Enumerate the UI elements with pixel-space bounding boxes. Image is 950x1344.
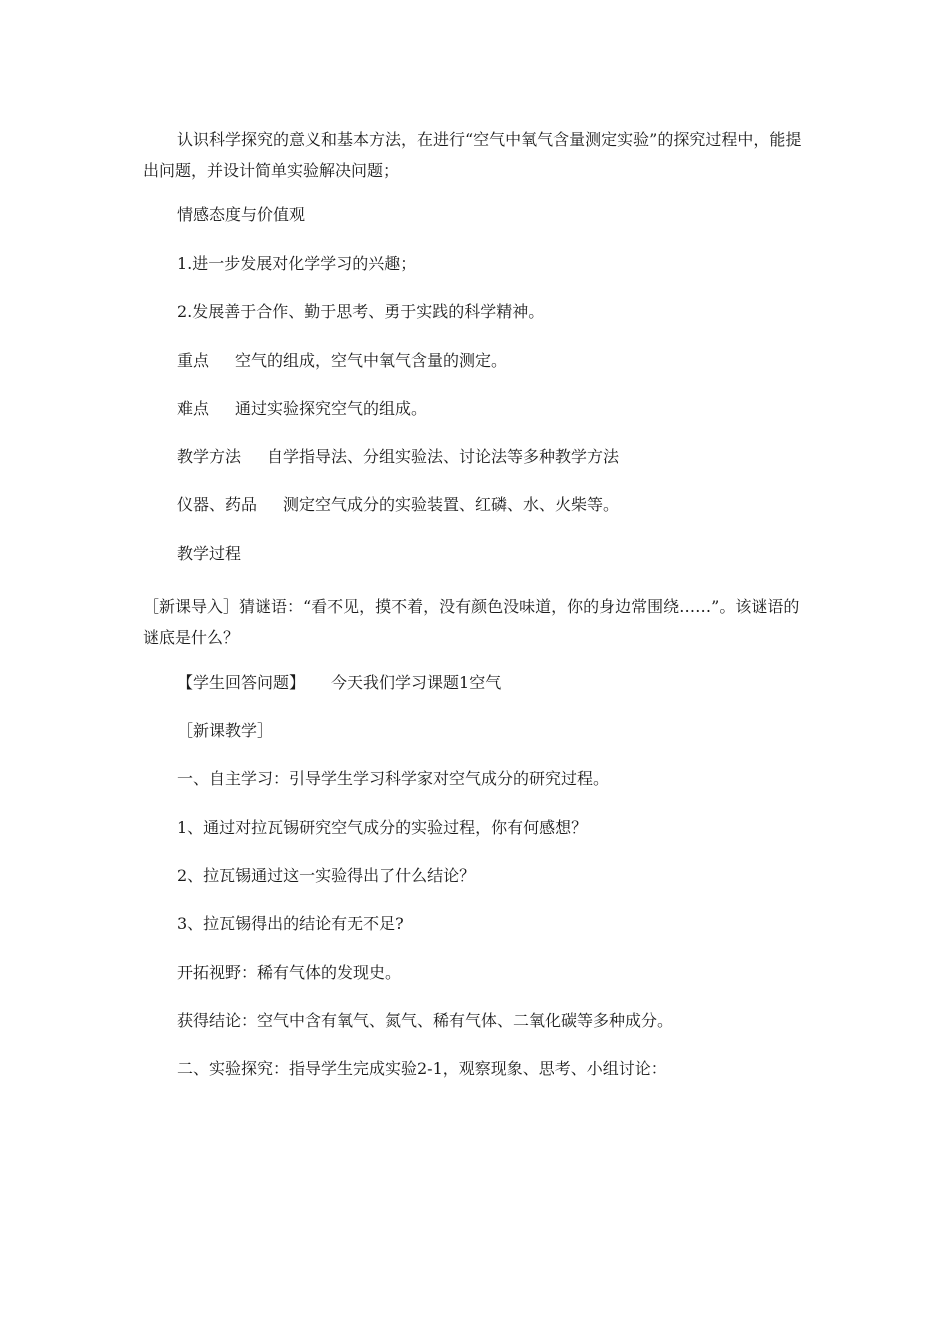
key-point-line [177,350,507,372]
key-point-label: 重点 [177,351,210,370]
method-text: 自学指导法、分组实验法、讨论法等多种教学方法 [267,447,620,466]
question-2: 2、拉瓦锡通过这一实验得出了什么结论？ [177,866,476,885]
difficulty-line [177,398,427,420]
equipment-text: 测定空气成分的实验装置、红磷、水、火柴等。 [283,495,620,514]
paragraph-objective: 认识科学探究的意义和基本方法，在进行“空气中氧气含量测定实验”的探究过程中，能提出问题，并设计简单实验解决问题； [143,130,802,180]
heading-attitude: 情感态度与价值观 [177,205,306,224]
attitude-item-1: 1.进一步发展对化学学习的兴趣； [177,254,417,273]
student-answer-line [177,672,501,694]
student-answer-label: 【学生回答问题】 [177,673,306,692]
question-3: 3、拉瓦锡得出的结论有无不足? [177,914,404,933]
difficulty-text: 通过实验探究空气的组成。 [235,399,428,418]
question-1: 1、通过对拉瓦锡研究空气成分的实验过程，你有何感想？ [177,818,588,837]
key-point-text: 空气的组成，空气中氧气含量的测定。 [235,351,508,370]
heading-process: 教学过程 [177,544,242,563]
method-line [177,446,619,468]
conclusion: 获得结论：空气中含有氧气、氮气、稀有气体、二氧化碳等多种成分。 [177,1011,674,1030]
paragraph-intro: ［新课导入］猜谜语：“看不见，摸不着，没有颜色没味道，你的身边常围绕……”。该谜语的谜底是什么？ [143,597,800,647]
expand-view: 开拓视野：稀有气体的发现史。 [177,963,402,982]
attitude-item-2: 2.发展善于合作、勤于思考、勇于实践的科学精神。 [177,302,545,321]
equipment-label: 仪器、药品 [177,495,258,514]
equipment-line [177,494,619,516]
difficulty-label: 难点 [177,399,210,418]
method-label: 教学方法 [177,447,242,466]
student-answer-text: 今天我们学习课题1空气 [331,673,502,692]
section-1-heading: 一、自主学习：引导学生学习科学家对空气成分的研究过程。 [177,769,610,788]
section-2-heading: 二、实验探究：指导学生完成实验2-1，观察现象、思考、小组讨论： [177,1059,667,1078]
new-lesson-label: ［新课教学］ [177,721,274,740]
